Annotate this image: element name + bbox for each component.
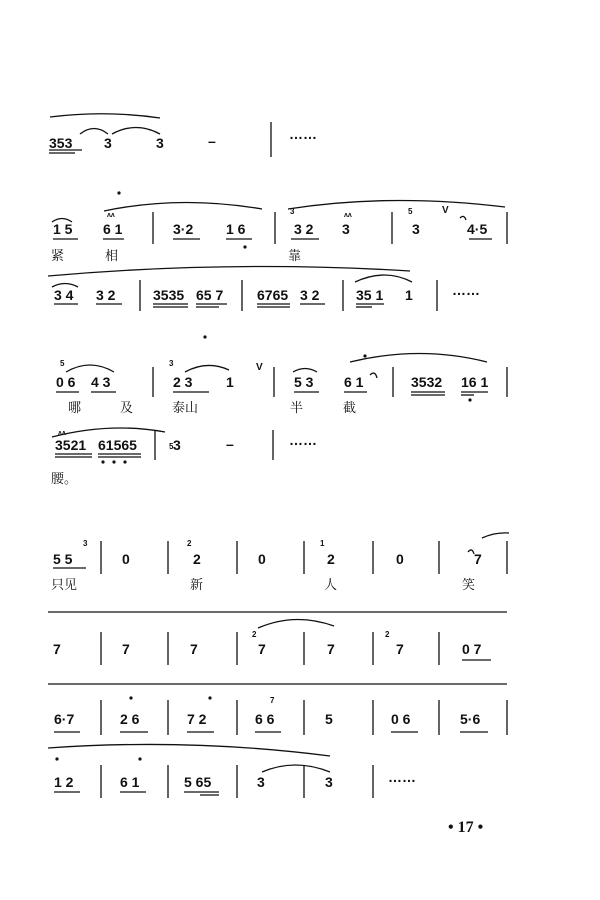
lyric: 靠 [288,249,302,264]
note: 61565 [98,437,137,453]
note: 0 7 [462,641,482,657]
slur [104,202,262,211]
slur [350,354,487,363]
note: 2 3 [173,374,193,390]
slur [262,765,330,772]
grace-note: 1 [320,539,325,548]
note: 3·2 [173,221,194,237]
note: 5·6 [460,711,481,727]
note: 5 3 [294,374,314,390]
grace-note: 2 [252,630,257,639]
note: 16 1 [461,374,489,390]
slur [112,128,160,135]
note: 0 [258,551,266,567]
note: 7 [327,641,335,657]
note: 7 [53,641,61,657]
hook [460,216,466,220]
note: 7 2 [187,711,207,727]
ellipsis: …… [289,126,317,142]
note: 3 [104,135,112,151]
octave-dot [55,757,58,760]
note: 7 [122,641,130,657]
note: 3 2 [294,221,314,237]
slur [258,619,334,628]
note: 3 4 [54,287,74,303]
lyric: 截 [343,401,357,416]
note: 3521 [55,437,87,453]
note: 0 [396,551,404,567]
slur [80,129,108,135]
ornament-mark: ʌʌ [107,212,115,219]
note: 2 [193,551,201,567]
note: 3 [342,221,350,237]
breath-mark: V [256,362,263,373]
slur [48,267,410,276]
note: 4·5 [467,221,488,237]
octave-dot [112,460,115,463]
note: 3535 [153,287,185,303]
lyric: 人 [324,578,338,593]
note: 3 [257,774,265,790]
note: 3 [325,774,333,790]
grace-note: 7 [270,696,275,705]
grace-note: 2 [385,630,390,639]
ornament-mark: ʌʌ [344,212,352,219]
note: 7 [190,641,198,657]
note: 1 6 [226,221,246,237]
lyric: 泰山 [172,401,199,416]
octave-dot [468,398,471,401]
octave-dot [138,757,141,760]
ellipsis: …… [452,282,480,298]
lyric: 笑 [462,578,476,593]
lyric: 半 [290,401,304,416]
note: 3 [173,437,181,453]
note: 5 5 [53,551,73,567]
note: 5 [325,711,333,727]
lyric: 紧 [51,249,65,264]
note: 1 [226,374,234,390]
grace-note: 3 [290,207,295,216]
note: 2 6 [120,711,140,727]
note: 353 [49,135,73,151]
slur [48,744,330,756]
octave-dot [208,696,211,699]
note: 2 [327,551,335,567]
note: 6·7 [54,711,75,727]
slur [288,200,505,209]
lyric: 腰。 [51,472,78,487]
hook [370,373,377,378]
octave-dot [117,191,120,194]
note: 3 2 [300,287,320,303]
note: – [226,436,234,452]
note: 6765 [257,287,289,303]
grace-note: 5 [60,359,65,368]
note: 6 1 [103,221,123,237]
note: 65 7 [196,287,224,303]
breath-mark: V [442,205,449,216]
slur [52,428,165,437]
note: 3532 [411,374,443,390]
octave-dot [243,245,246,248]
note: 6 1 [344,374,364,390]
note: 4 3 [91,374,111,390]
note: 7 [396,641,404,657]
slur [50,114,160,118]
octave-dot [363,354,366,357]
slur [482,533,509,538]
note: 3 2 [96,287,116,303]
grace-note: 2 [187,539,192,548]
grace-note: 5 [169,442,174,451]
note: 5 65 [184,774,212,790]
note: 0 [122,551,130,567]
slur [185,365,229,372]
note: 7 [258,641,266,657]
note: 7 [474,551,482,567]
note: 0 6 [391,711,411,727]
slur [355,275,412,282]
grace-note: 3 [83,539,88,548]
lyric: 及 [120,401,134,416]
slur [293,369,317,373]
note: – [208,133,216,149]
octave-dot [129,696,132,699]
grace-note: 3 [169,359,174,368]
lyric: 新 [190,578,204,593]
octave-dot [203,335,206,338]
octave-dot [101,460,104,463]
lyric: 哪 [68,401,82,416]
note: 6 1 [120,774,140,790]
page-number: • 17 • [448,819,484,836]
ornament-mark: ʌʌ [58,430,66,437]
note: 3 [412,221,420,237]
grace-note: 5 [408,207,413,216]
ellipsis: …… [388,769,416,785]
note: 1 5 [53,221,73,237]
slur [66,365,114,372]
octave-dot [123,460,126,463]
note: 0 6 [56,374,76,390]
note: 6 6 [255,711,275,727]
note: 1 [405,287,413,303]
lyric: 只见 [51,578,78,593]
lyric: 相 [105,249,119,264]
ellipsis: …… [289,432,317,448]
note: 3 [156,135,164,151]
note: 35 1 [356,287,384,303]
note: 1 2 [54,774,74,790]
